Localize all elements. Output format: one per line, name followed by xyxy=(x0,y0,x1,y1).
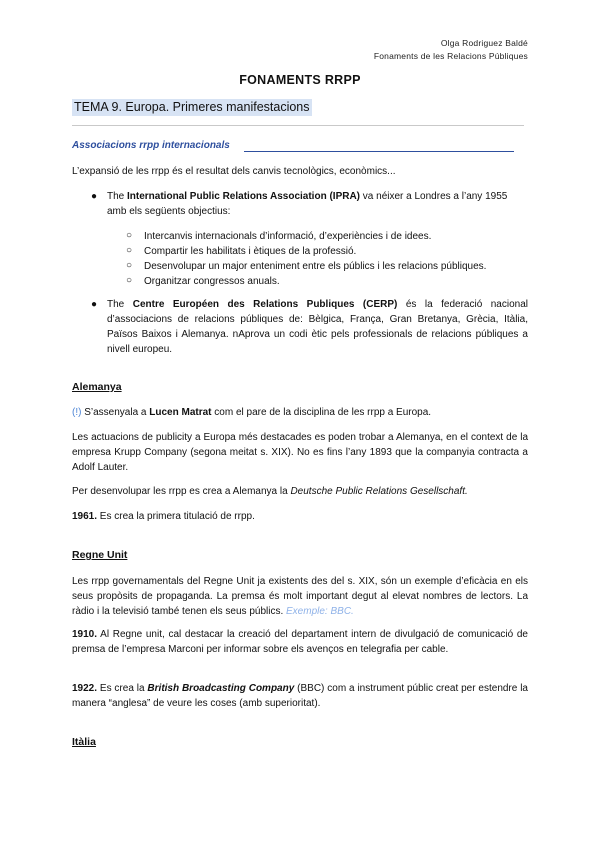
alemanya-paragraph-4: 1961. Es crea la primera titulació de rrpp. xyxy=(72,511,255,522)
regne-unit-heading: Regne Unit xyxy=(72,549,128,561)
regne-unit-paragraph-2: 1910. Al Regne unit, cal destacar la creació del departament intern de divulgació de comunicació de premsa de l’empresa Marconi per informar sobre els avenços en telegrafia per cable. xyxy=(72,629,528,655)
alemanya-paragraph-3: Per desenvolupar les rrpp es crea a Alemanya la Deutsche Public Relations Gesellschaft. xyxy=(72,486,468,497)
circle-bullet-icon: ○ xyxy=(126,245,133,256)
ipra-objective: Intercanvis internacionals d’informació, d’experiències i de idees. xyxy=(144,231,432,242)
circle-bullet-icon: ○ xyxy=(126,260,133,271)
circle-bullet-icon: ○ xyxy=(126,275,133,286)
alemanya-paragraph-1: (!) S’assenyala a Lucen Matrat com el pare de la disciplina de les rrpp a Europa. xyxy=(72,407,432,418)
divider xyxy=(72,125,524,126)
ipra-objective: Desenvolupar un major enteniment entre els públics i les relacions públiques. xyxy=(144,261,487,272)
header-course: Fonaments de les Relacions Públiques xyxy=(373,51,528,61)
exclamation-icon: (!) xyxy=(72,407,82,418)
bullet-icon: ● xyxy=(91,191,98,202)
italia-heading: Itàlia xyxy=(72,736,96,748)
section-heading-underline xyxy=(244,151,514,152)
ipra-objective: Compartir les habilitats i ètiques de la professió. xyxy=(144,246,357,257)
alemanya-heading: Alemanya xyxy=(72,381,122,393)
ipra-name: International Public Relations Association (IPRA) xyxy=(127,191,361,202)
cerp-name: Centre Européen des Relations Publiques (CERP) xyxy=(132,299,398,310)
ipra-paragraph: The International Public Relations Association (IPRA) va néixer a Londres a l’any 1955 amb els següents objectius: xyxy=(107,191,508,217)
header-author: Olga Rodriguez Baldé xyxy=(440,38,528,48)
section-heading: Associacions rrpp internacionals xyxy=(72,140,230,151)
example-note: Exemple: BBC. xyxy=(286,606,354,617)
circle-bullet-icon: ○ xyxy=(126,230,133,241)
document-title: FONAMENTS RRPP xyxy=(239,73,361,87)
bullet-icon: ● xyxy=(91,299,98,310)
ipra-objective: Organitzar congressos anuals. xyxy=(144,276,280,287)
regne-unit-paragraph-1: Les rrpp governamentals del Regne Unit ja existents des del s. XIX, són un exemple d’eficàcia en els seus propòsits de propaganda. La premsa és molt important degut al elevat nombres de lectors. La ràdio i la televisió també tenen els seus públics. Exemple: BBC. xyxy=(72,576,528,617)
alemanya-paragraph-2: Les actuacions de publicity a Europa més destacades es poden trobar a Alemanya, en el context de la empresa Krupp Company (segona meitat s. XIX). No es fins l’any 1893 que la companyia contracta a Adolf Lauter. xyxy=(72,432,528,473)
cerp-paragraph: The Centre Européen des Relations Publiques (CERP) és la federació nacional d’associacions de relacions públiques de: Bèlgica, França, Gran Bretanya, Grècia, Itàlia, Països Baixos i Alemanya. nAprova un codi ètic pels professionals de relacions públiques a nivell europeu. xyxy=(107,299,528,355)
regne-unit-paragraph-3: 1922. Es crea la British Broadcasting Company (BBC) com a instrument públic creat per estendre la manera “anglesa” de veure les coses (amb superioritat). xyxy=(72,683,528,709)
intro-paragraph: L’expansió de les rrpp és el resultat dels canvis tecnològics, econòmics... xyxy=(72,166,396,177)
tema-heading: TEMA 9. Europa. Primeres manifestacions xyxy=(74,100,310,114)
